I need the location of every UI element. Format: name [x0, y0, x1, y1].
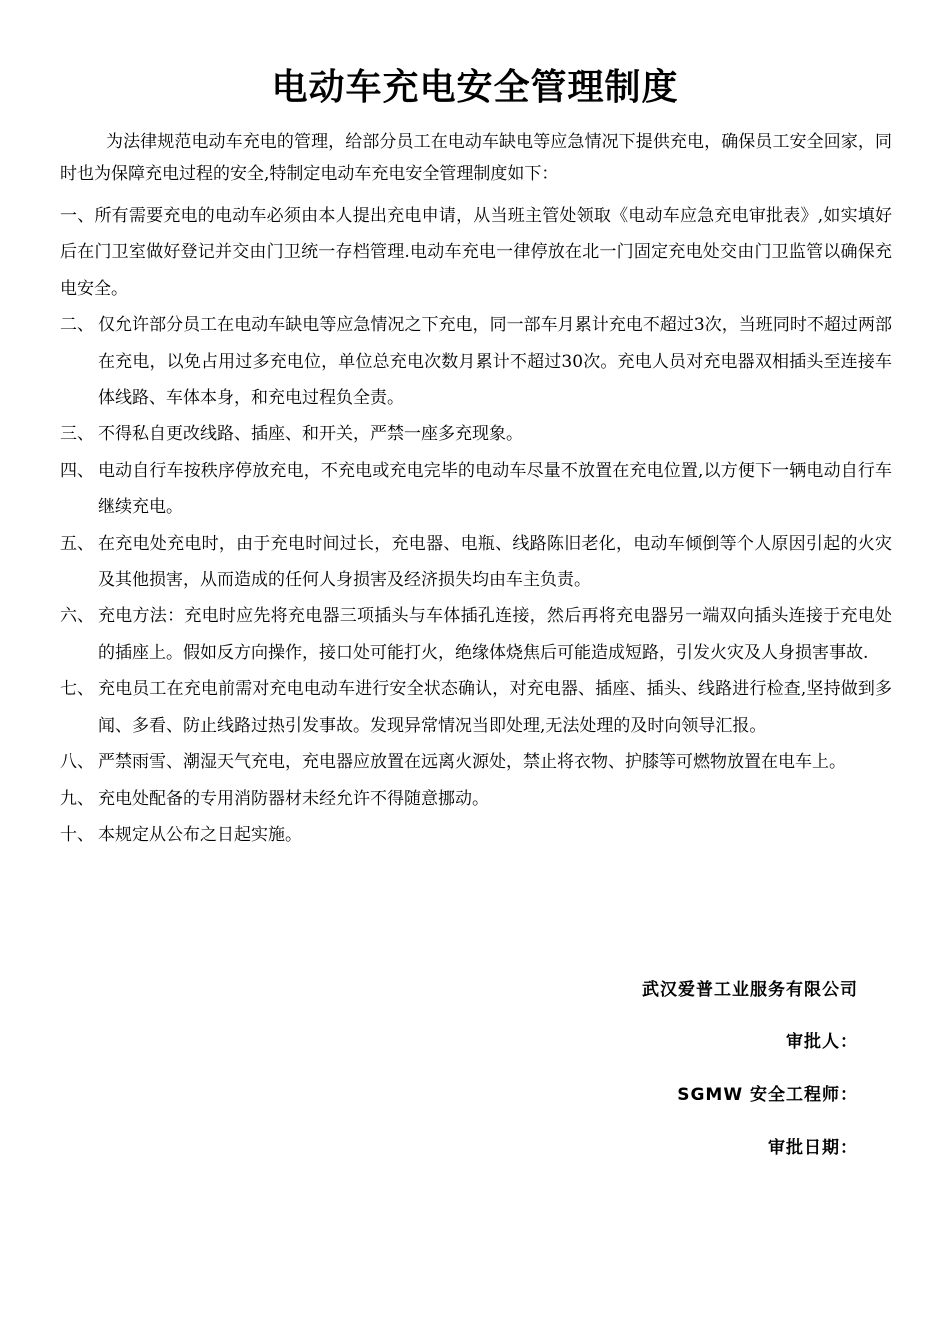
rule-text: 严禁雨雪、潮湿天气充电，充电器应放置在远离火源处，禁止将衣物、护膝等可燃物放置在电车上。	[98, 752, 846, 773]
signature-block	[642, 978, 858, 1160]
rule-number: 五、	[60, 533, 94, 554]
rule-item-1	[60, 198, 892, 307]
rule-number: 一、	[60, 206, 95, 226]
approval-date-label: 审批日期：	[768, 1138, 858, 1158]
approver-label: 审批人：	[786, 1032, 858, 1052]
rule-item-3	[60, 416, 892, 452]
rule-text: 充电处配备的专用消防器材未经允许不得随意挪动。	[98, 788, 489, 809]
rule-text: 充电员工在充电前需对充电电动车进行安全状态确认，对充电器、插座、插头、线路进行检查,坚持做到多闻、多看、防止线路过热引发事故。发现异常情况当即处理,无法处理的及时向领导汇报。	[98, 679, 892, 736]
company-name: 武汉爱普工业服务有限公司	[642, 980, 858, 1000]
rule-text: 充电方法：充电时应先将充电器三项插头与车体插孔连接，然后再将充电器另一端双向插头连接于充电处的插座上。假如反方向操作，接口处可能打火，绝缘体烧焦后可能造成短路，引发火灾及人身损害事故.	[98, 606, 892, 663]
rule-number: 二、	[60, 315, 94, 336]
rule-number: 四、	[60, 460, 94, 481]
rule-item-5	[60, 526, 892, 599]
rule-text: 电动自行车按秩序停放充电，不充电或充电完毕的电动车尽量不放置在充电位置,以方便下一辆电动自行车继续充电。	[98, 460, 892, 518]
rule-text: 仅允许部分员工在电动车缺电等应急情况之下充电，同一部车月累计充电不超过3次，当班同时不超过两部在充电，以免占用过多充电位，单位总充电次数月累计不超过30次。充电人员对充电器双相插头至连接车体线路、车体本身，和充电过程负全责。	[98, 315, 892, 409]
rule-item-10	[60, 817, 892, 853]
rule-item-4	[60, 453, 892, 526]
rule-text: 不得私自更改线路、插座、和开关，严禁一座多充现象。	[98, 424, 523, 445]
rule-text: 所有需要充电的电动车必须由本人提出充电申请，从当班主管处领取《电动车应急充电审批表》,如实填好后在门卫室做好登记并交由门卫统一存档管理.电动车充电一律停放在北一门固定充电处交由门卫监管以确保充电安全。	[60, 206, 893, 299]
rule-item-7	[60, 671, 892, 744]
intro-paragraph: 为法律规范电动车充电的管理，给部分员工在电动车缺电等应急情况下提供充电，确保员工安全回家，同时也为保障充电过程的安全,特制定电动车充电安全管理制度如下：	[60, 132, 892, 184]
rule-text: 在充电处充电时，由于充电时间过长，充电器、电瓶、线路陈旧老化，电动车倾倒等个人原因引起的火灾及其他损害，从而造成的任何人身损害及经济损失均由车主负责。	[98, 533, 892, 591]
document-title: 电动车充电安全管理制度	[271, 67, 679, 108]
rule-number: 十、	[60, 824, 94, 845]
rule-item-6	[60, 598, 892, 671]
rule-text: 本规定从公布之日起实施。	[98, 824, 302, 845]
rule-item-2	[60, 307, 892, 416]
rule-item-9	[60, 781, 892, 817]
rule-number: 七、	[60, 679, 94, 700]
rule-item-8	[60, 744, 892, 780]
safety-engineer-label: SGMW 安全工程师：	[677, 1085, 858, 1105]
rules-list	[60, 198, 892, 853]
rule-number: 八、	[60, 752, 94, 773]
rule-number: 六、	[60, 606, 94, 627]
rule-number: 三、	[60, 424, 94, 445]
rule-number: 九、	[60, 788, 94, 809]
